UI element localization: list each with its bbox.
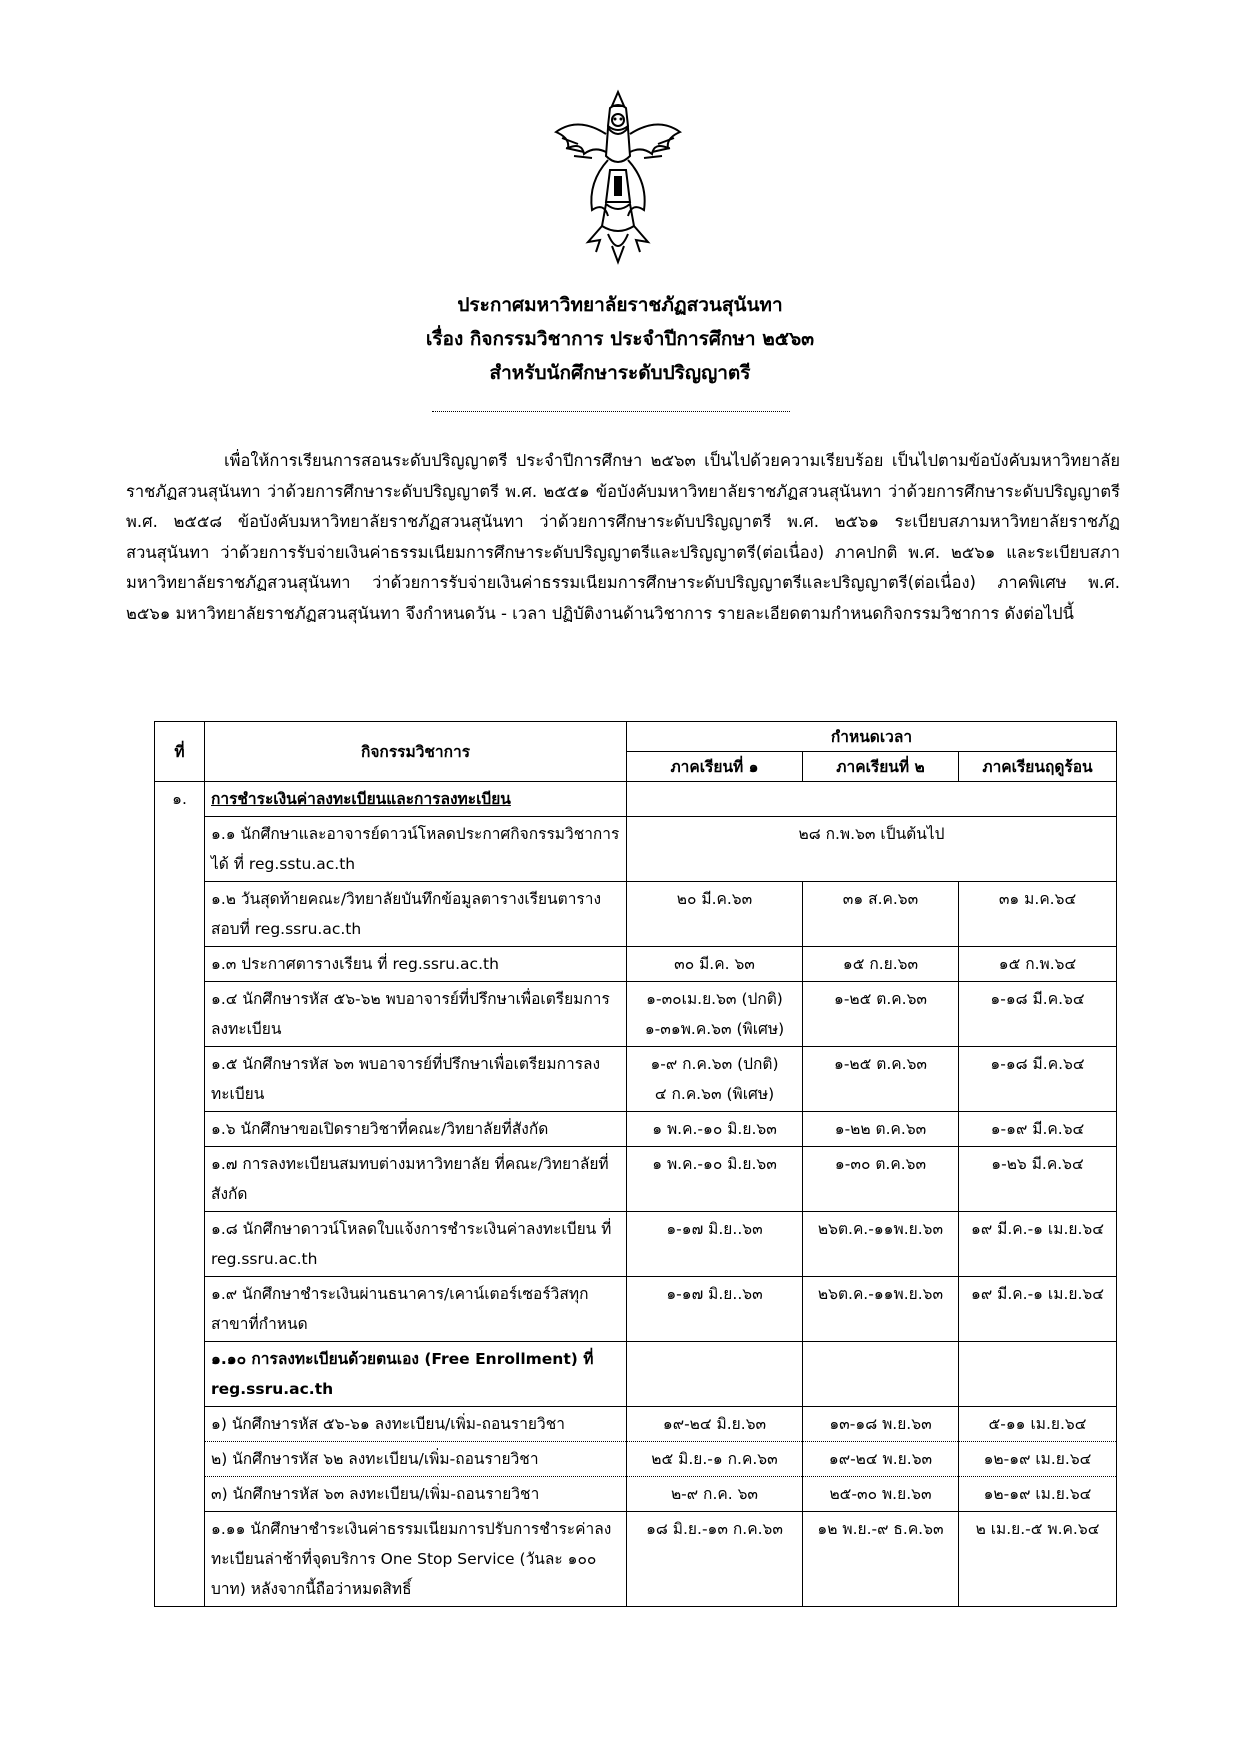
term1-cell: ๓๐ มี.ค. ๖๓ [627, 947, 803, 982]
summer-cell: ๑-๑๘ มี.ค.๖๔ [959, 982, 1117, 1047]
section-title: การชำระเงินค่าลงทะเบียนและการลงทะเบียน [205, 782, 627, 817]
empty-cell [803, 1342, 959, 1407]
table-row [155, 947, 1117, 982]
activity-cell: ๑.๑๐ การลงทะเบียนด้วยตนเอง (Free Enrollment) ที่ reg.ssru.ac.th [205, 1342, 627, 1407]
summer-cell: ๑-๑๘ มี.ค.๖๔ [959, 1047, 1117, 1112]
term1-cell [627, 1047, 803, 1112]
term1-cell: ๒-๙ ก.ค. ๖๓ [627, 1477, 803, 1512]
table-row [155, 1442, 1117, 1477]
summer-cell: ๕-๑๑ เม.ย.๖๔ [959, 1407, 1117, 1442]
term1-cell: ๑-๑๗ มิ.ย..๖๓ [627, 1277, 803, 1342]
term1-cell: ๑๙-๒๔ มิ.ย.๖๓ [627, 1407, 803, 1442]
date-span-cell: ๒๘ ก.พ.๖๓ เป็นต้นไป [627, 817, 1117, 882]
empty-cell [627, 1342, 803, 1407]
activity-cell: ๑) นักศึกษารหัส ๕๖-๖๑ ลงทะเบียน/เพิ่ม-ถอนรายวิชา [205, 1407, 627, 1442]
term2-cell: ๑-๒๕ ต.ค.๖๓ [803, 982, 959, 1047]
table-row [155, 1047, 1117, 1112]
table-row [155, 817, 1117, 882]
term1-cell: ๑ พ.ค.-๑๐ มิ.ย.๖๓ [627, 1112, 803, 1147]
term2-cell: ๑-๒๕ ต.ค.๖๓ [803, 1047, 959, 1112]
header-row [155, 722, 1117, 752]
term1-special: ๔ ก.ค.๖๓ (พิเศษ) [654, 1085, 775, 1103]
summer-cell: ๑๙ มี.ค.-๑ เม.ย.๖๔ [959, 1277, 1117, 1342]
term2-cell: ๑๓-๑๘ พ.ย.๖๓ [803, 1407, 959, 1442]
term1-regular: ๑-๙ ก.ค.๖๓ (ปกติ) [650, 1055, 779, 1073]
activity-cell: ๒) นักศึกษารหัส ๖๒ ลงทะเบียน/เพิ่ม-ถอนรายวิชา [205, 1442, 627, 1477]
header-schedule: กำหนดเวลา [627, 722, 1117, 752]
term1-cell: ๑๘ มิ.ย.-๑๓ ก.ค.๖๓ [627, 1512, 803, 1607]
empty-cell [959, 1342, 1117, 1407]
title-line-1: ประกาศมหาวิทยาลัยราชภัฏสวนสุนันทา [457, 294, 783, 316]
garuda-emblem [548, 86, 688, 266]
activity-cell: ๑.๒ วันสุดท้ายคณะ/วิทยาลัยบันทึกข้อมูลตารางเรียนตารางสอบที่ reg.ssru.ac.th [205, 882, 627, 947]
summer-cell: ๒ เม.ย.-๕ พ.ค.๖๔ [959, 1512, 1117, 1607]
activity-cell: ๑.๗ การลงทะเบียนสมทบต่างมหาวิทยาลัย ที่คณะ/วิทยาลัยที่สังกัด [205, 1147, 627, 1212]
term2-cell: ๒๖ต.ค.-๑๑พ.ย.๖๓ [803, 1277, 959, 1342]
activity-cell: ๑.๔ นักศึกษารหัส ๕๖-๖๒ พบอาจารย์ที่ปรึกษาเพื่อเตรียมการลงทะเบียน [205, 982, 627, 1047]
term1-cell: ๑-๑๗ มิ.ย..๖๓ [627, 1212, 803, 1277]
summer-cell: ๑-๑๙ มี.ค.๖๔ [959, 1112, 1117, 1147]
intro-paragraph-text: เพื่อให้การเรียนการสอนระดับปริญญาตรี ประจำปีการศึกษา ๒๕๖๓ เป็นไปด้วยความเรียบร้อย เป็นไปตามข้อบังคับมหาวิทยาลัยราชภัฏสวนสุนันทา ว่าด้วยการศึกษาระดับปริญญาตรี พ.ศ. ๒๕๕๑ ข้อบังคับมหาวิทยาลัยราชภัฏสวนสุนันทา ว่าด้วยการศึกษาระดับปริญญาตรี พ.ศ. ๒๕๕๘ ข้อบังคับมหาวิทยาลัยราชภัฏสวนสุนันทา ว่าด้วยการศึกษาระดับปริญญาตรี พ.ศ. ๒๕๖๑ ระเบียบสภามหาวิทยาลัยราชภัฏสวนสุนันทา ว่าด้วยการรับจ่ายเงินค่าธรรมเนียมการศึกษาระดับปริญญาตรีและปริญญาตรี(ต่อเนื่อง) ภาคปกติ พ.ศ. ๒๕๖๑ และระเบียบสภามหาวิทยาลัยราชภัฏสวนสุนันทา ว่าด้วยการรับจ่ายเงินค่าธรรมเนียมการศึกษาระดับปริญญาตรีและปริญญาตรี(ต่อเนื่อง) ภาคพิเศษ พ.ศ. ๒๕๖๑ มหาวิทยาลัยราชภัฏสวนสุนันทา จึงกำหนดวัน - เวลา ปฏิบัติงานด้านวิชาการ รายละเอียดตามกำหนดกิจกรรมวิชาการ ดังต่อไปนี้ [126, 451, 1120, 623]
table-row [155, 1277, 1117, 1342]
announcement-title [0, 288, 1240, 390]
header-activity: กิจกรรมวิชาการ [205, 722, 627, 782]
summer-cell: ๑๒-๑๙ เม.ย.๖๔ [959, 1442, 1117, 1477]
activity-cell: ๑.๙ นักศึกษาชำระเงินผ่านธนาคาร/เคาน์เตอร์เซอร์วิสทุกสาขาที่กำหนด [205, 1277, 627, 1342]
table-row [155, 1212, 1117, 1277]
title-divider [432, 411, 790, 412]
header-term2: ภาคเรียนที่ ๒ [803, 752, 959, 782]
summer-cell: ๑๕ ก.พ.๖๔ [959, 947, 1117, 982]
term1-regular: ๑-๓๐เม.ย.๖๓ (ปกติ) [646, 990, 783, 1008]
table-row [155, 1112, 1117, 1147]
summer-cell: ๑๙ มี.ค.-๑ เม.ย.๖๔ [959, 1212, 1117, 1277]
term2-cell: ๓๑ ส.ค.๖๓ [803, 882, 959, 947]
summer-cell: ๑๒-๑๙ เม.ย.๖๔ [959, 1477, 1117, 1512]
title-line-3: สำหรับนักศึกษาระดับปริญญาตรี [489, 362, 751, 384]
intro-paragraph [126, 446, 1120, 629]
table-row [155, 982, 1117, 1047]
table-row [155, 1342, 1117, 1407]
term1-cell: ๒๐ มี.ค.๖๓ [627, 882, 803, 947]
empty-cell [627, 782, 1117, 817]
activity-cell: ๑.๑ นักศึกษาและอาจารย์ดาวน์โหลดประกาศกิจกรรมวิชาการได้ ที่ reg.sstu.ac.th [205, 817, 627, 882]
activity-cell: ๓) นักศึกษารหัส ๖๓ ลงทะเบียน/เพิ่ม-ถอนรายวิชา [205, 1477, 627, 1512]
term1-special: ๑-๓๑พ.ค.๖๓ (พิเศษ) [644, 1020, 785, 1038]
table-row [155, 1407, 1117, 1442]
title-line-2: เรื่อง กิจกรรมวิชาการ ประจำปีการศึกษา ๒๕๖๓ [425, 328, 815, 350]
term2-cell: ๒๖ต.ค.-๑๑พ.ย.๖๓ [803, 1212, 959, 1277]
term2-cell: ๒๕-๓๐ พ.ย.๖๓ [803, 1477, 959, 1512]
table-row [155, 782, 1117, 817]
table-row [155, 1512, 1117, 1607]
term1-cell: ๑ พ.ค.-๑๐ มิ.ย.๖๓ [627, 1147, 803, 1212]
table-row [155, 882, 1117, 947]
term1-cell: ๒๕ มิ.ย.-๑ ก.ค.๖๓ [627, 1442, 803, 1477]
summer-cell: ๑-๒๖ มี.ค.๖๔ [959, 1147, 1117, 1212]
activity-cell: ๑.๑๑ นักศึกษาชำระเงินค่าธรรมเนียมการปรับการชำระค่าลงทะเบียนล่าช้าที่จุดบริการ One Stop Service (วันละ ๑๐๐ บาท) หลังจากนี้ถือว่าหมดสิทธิ์ [205, 1512, 627, 1607]
summer-cell: ๓๑ ม.ค.๖๔ [959, 882, 1117, 947]
table-row [155, 1477, 1117, 1512]
activity-cell: ๑.๕ นักศึกษารหัส ๖๓ พบอาจารย์ที่ปรึกษาเพื่อเตรียมการลงทะเบียน [205, 1047, 627, 1112]
header-no: ที่ [155, 722, 205, 782]
section-number: ๑. [155, 782, 205, 1607]
activity-schedule-table [154, 721, 1117, 1607]
activity-cell: ๑.๓ ประกาศตารางเรียน ที่ reg.ssru.ac.th [205, 947, 627, 982]
term2-cell: ๑-๓๐ ต.ค.๖๓ [803, 1147, 959, 1212]
table-row [155, 1147, 1117, 1212]
activity-cell: ๑.๖ นักศึกษาขอเปิดรายวิชาที่คณะ/วิทยาลัยที่สังกัด [205, 1112, 627, 1147]
term2-cell: ๑๕ ก.ย.๖๓ [803, 947, 959, 982]
header-term1: ภาคเรียนที่ ๑ [627, 752, 803, 782]
term1-cell [627, 982, 803, 1047]
term2-cell: ๑-๒๒ ต.ค.๖๓ [803, 1112, 959, 1147]
term2-cell: ๑๒ พ.ย.-๙ ธ.ค.๖๓ [803, 1512, 959, 1607]
activity-cell: ๑.๘ นักศึกษาดาวน์โหลดใบแจ้งการชำระเงินค่าลงทะเบียน ที่ reg.ssru.ac.th [205, 1212, 627, 1277]
header-summer: ภาคเรียนฤดูร้อน [959, 752, 1117, 782]
term2-cell: ๑๙-๒๔ พ.ย.๖๓ [803, 1442, 959, 1477]
